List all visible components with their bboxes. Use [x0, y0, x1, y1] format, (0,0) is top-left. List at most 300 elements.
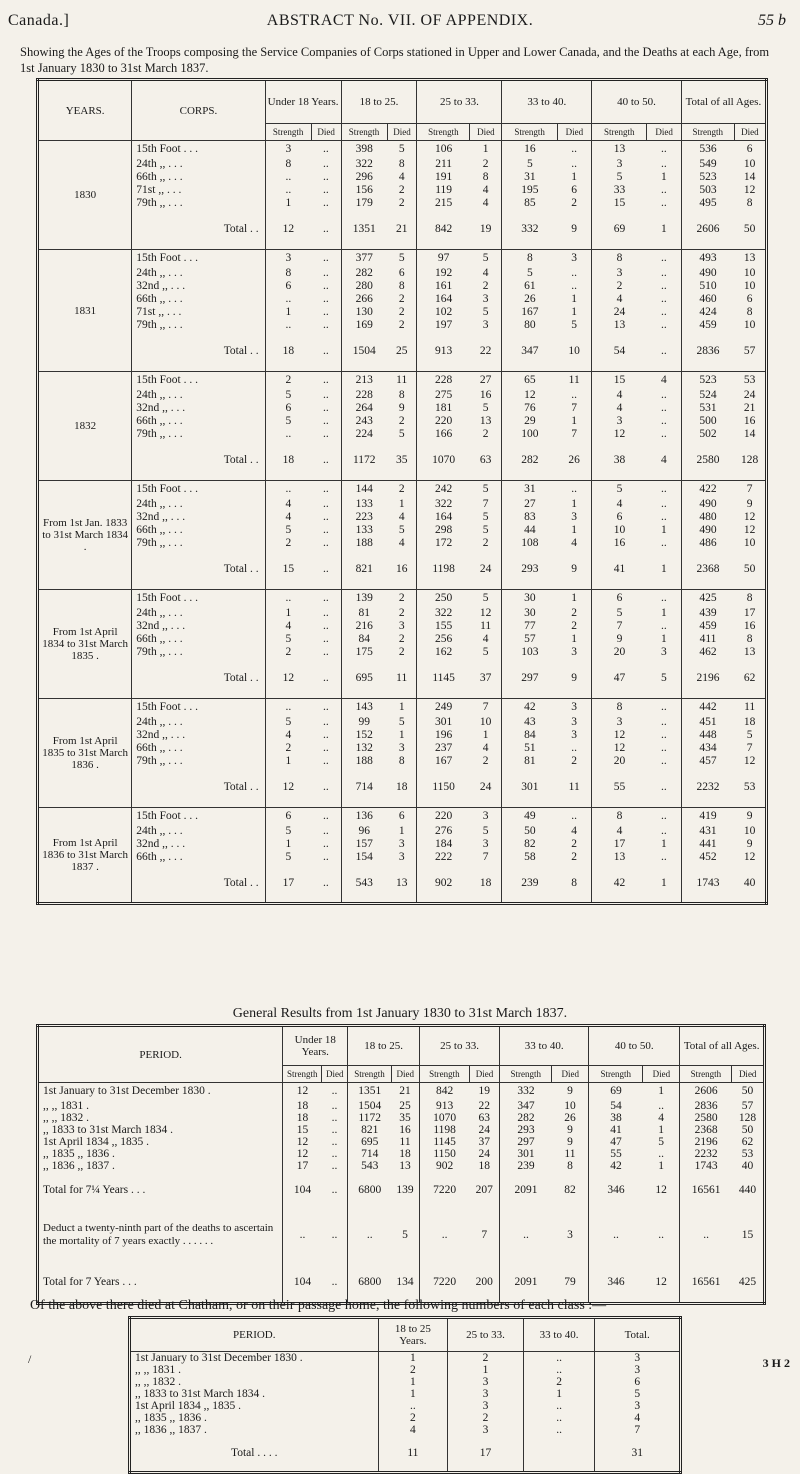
total-row	[38, 550, 767, 590]
strength-cell: ..	[285, 319, 292, 331]
strength-header: Strength	[592, 124, 647, 141]
strength-cell: 33	[613, 184, 626, 196]
died-cell: 18	[391, 1148, 419, 1160]
strength-cell: ..	[366, 1228, 373, 1241]
col-18-25: 18 to 25.	[341, 80, 417, 124]
strength-cell: 18	[296, 1111, 309, 1124]
table-row	[38, 1083, 765, 1100]
strength-cell: 132	[355, 742, 373, 754]
died-cell: 1	[647, 864, 681, 904]
died-header: Died	[647, 124, 681, 141]
strength-cell: ..	[285, 428, 292, 440]
strength-header: Strength	[417, 124, 470, 141]
strength-cell: ..	[523, 1228, 529, 1241]
died-header: Died	[732, 1066, 765, 1083]
strength-cell: 220	[434, 810, 453, 823]
col-total: Total of all Ages.	[680, 1026, 765, 1066]
died-cell: ..	[647, 389, 681, 402]
died-cell: 3	[557, 646, 591, 659]
strength-cell: 457	[699, 755, 717, 767]
strength-cell: 346	[607, 1275, 625, 1288]
strength-cell: 7	[616, 620, 623, 632]
strength-cell: 57	[524, 633, 536, 645]
strength-cell: 2232	[694, 1147, 718, 1160]
col-25-33: 25 to 33.	[448, 1318, 524, 1352]
strength-cell: 296	[355, 171, 373, 183]
total-row	[130, 1436, 681, 1472]
strength-cell: 20	[613, 646, 626, 658]
died-cell: 13	[734, 646, 766, 659]
died-cell: 2	[387, 319, 417, 332]
strength-cell: 41	[610, 1123, 622, 1136]
died-cell: 9	[734, 838, 766, 851]
table-row	[130, 1400, 681, 1412]
strength-cell: 191	[434, 171, 453, 183]
died-cell: 10	[734, 825, 766, 838]
table-row	[38, 267, 767, 280]
died-cell: 21	[734, 402, 766, 415]
strength-cell: 460	[699, 293, 717, 305]
general-results-table	[36, 1024, 766, 1305]
period-label: 1st April 1834 ,, 1835 .	[130, 1400, 379, 1412]
strength-cell: ..	[285, 184, 292, 196]
died-cell: 3	[470, 319, 502, 332]
died-cell: 24	[470, 768, 502, 808]
died-cell: ..	[647, 768, 681, 808]
strength-cell: 162	[434, 646, 453, 658]
died-cell: 1	[387, 729, 417, 742]
strength-cell: 15	[296, 1123, 309, 1136]
strength-cell: 18	[265, 332, 311, 372]
died-cell: 10	[734, 280, 766, 293]
died-cell: ..	[322, 1136, 348, 1148]
strength-cell: 195	[521, 184, 539, 196]
died-header: Died	[387, 124, 417, 141]
strength-cell: 3	[616, 267, 623, 279]
strength-cell: 297	[502, 659, 557, 699]
strength-cell: 12	[613, 742, 626, 754]
page-header	[8, 8, 792, 34]
strength-cell: 172	[434, 537, 453, 549]
strength-cell: 12	[613, 729, 626, 741]
died-cell: 1	[557, 306, 591, 319]
strength-cell: 5	[285, 633, 292, 645]
strength-cell: 398	[355, 143, 373, 156]
strength-cell: 377	[355, 252, 373, 265]
strength-cell: 58	[524, 851, 536, 863]
died-cell: ..	[647, 428, 681, 441]
died-cell: ..	[647, 537, 681, 550]
table-row	[38, 197, 767, 210]
died-cell: 1	[387, 699, 417, 716]
died-cell: 1	[643, 1083, 680, 1100]
strength-cell: 282	[517, 1111, 535, 1124]
strength-cell: 5	[285, 825, 292, 837]
general-results-heading: General Results from 1st January 1830 to 31st March 1837.	[232, 1006, 568, 1021]
strength-cell: 108	[521, 537, 539, 549]
died-cell: 3	[387, 838, 417, 851]
died-cell: 4	[387, 537, 417, 550]
strength-cell: 2836	[694, 1099, 718, 1112]
died-cell: 21	[391, 1083, 419, 1100]
corps-label: 79th ,, . . .	[132, 197, 265, 210]
table-row	[38, 524, 767, 537]
strength-cell: 431	[699, 825, 717, 837]
strength-cell: 1145	[433, 1135, 456, 1148]
died-header: Died	[391, 1066, 419, 1083]
strength-cell: 239	[517, 1159, 535, 1172]
strength-cell: 82	[524, 838, 536, 850]
corps-label: 15th Foot . . .	[132, 590, 265, 607]
died-cell: ..	[647, 250, 681, 267]
died-header: Died	[322, 1066, 348, 1083]
table-row	[38, 851, 767, 864]
died-cell: 9	[557, 210, 591, 250]
strength-cell: 41	[592, 550, 647, 590]
died-cell: ..	[311, 389, 341, 402]
strength-cell: 462	[699, 646, 717, 658]
corps-label: 66th ,, . . .	[132, 633, 265, 646]
strength-cell: 6800	[358, 1275, 382, 1288]
died-cell: 128	[734, 441, 766, 481]
died-cell: 8	[387, 389, 417, 402]
count-cell: 4	[378, 1424, 448, 1436]
corps-label: 66th ,, . . .	[132, 742, 265, 755]
died-cell: ..	[647, 729, 681, 742]
table-row	[130, 1352, 681, 1365]
died-cell: ..	[311, 699, 341, 716]
period-label: 1830	[38, 141, 132, 250]
died-cell: 50	[732, 1124, 765, 1136]
table-row	[38, 402, 767, 415]
table-row	[130, 1388, 681, 1400]
died-cell: 53	[734, 372, 766, 389]
died-cell: 25	[391, 1100, 419, 1112]
count-cell: 3	[448, 1376, 524, 1388]
strength-cell: 61	[524, 280, 536, 292]
strength-cell: 77	[524, 620, 536, 632]
strength-cell: 301	[502, 768, 557, 808]
strength-cell: 502	[699, 428, 717, 440]
died-cell: ..	[311, 768, 341, 808]
strength-cell: 6	[285, 402, 292, 414]
strength-cell: 500	[699, 415, 717, 427]
strength-cell: 239	[502, 864, 557, 904]
strength-cell: 1070	[433, 1111, 457, 1124]
died-cell: 8	[387, 280, 417, 293]
died-cell: 18	[469, 1160, 499, 1172]
strength-cell: 237	[434, 742, 453, 754]
signature-mark: 3 H 2	[762, 1356, 790, 1370]
died-cell: 11	[552, 1148, 589, 1160]
table-row	[38, 699, 767, 716]
strength-cell: 275	[434, 389, 453, 401]
chatham-caption: Of the above there died at Chatham, or on their passage home, the following numbers of each class :—	[30, 1298, 607, 1313]
died-cell: 5	[470, 306, 502, 319]
strength-cell: ..	[613, 1228, 619, 1241]
died-cell: 40	[732, 1160, 765, 1172]
table-row	[38, 838, 767, 851]
died-cell: 8	[387, 158, 417, 171]
count-cell: 5	[595, 1388, 681, 1400]
strength-cell: 83	[524, 511, 536, 523]
count-cell	[523, 1436, 595, 1472]
strength-cell: 486	[699, 537, 717, 549]
died-cell: 8	[734, 306, 766, 319]
strength-cell: 192	[434, 267, 453, 279]
strength-cell: 161	[434, 280, 453, 292]
strength-cell: 156	[355, 184, 373, 196]
died-cell: 2	[470, 755, 502, 768]
died-cell: 8	[557, 864, 591, 904]
died-cell: 27	[470, 372, 502, 389]
strength-cell: 332	[517, 1085, 535, 1098]
died-cell: ..	[311, 716, 341, 729]
count-cell: 1	[378, 1352, 448, 1365]
corps-label: 66th ,, . . .	[132, 415, 265, 428]
count-cell: 3	[448, 1400, 524, 1412]
strength-cell: 3	[285, 143, 292, 156]
died-cell: 9	[552, 1124, 589, 1136]
strength-cell: 536	[699, 143, 717, 156]
died-cell: ..	[647, 184, 681, 197]
strength-cell: 480	[699, 511, 717, 523]
died-cell: 1	[647, 633, 681, 646]
died-cell: 50	[732, 1083, 765, 1100]
died-cell: 11	[387, 372, 417, 389]
died-cell: 12	[643, 1262, 680, 1304]
count-cell: 7	[595, 1424, 681, 1436]
col-years: YEARS.	[38, 80, 132, 141]
died-cell: ..	[322, 1083, 348, 1100]
strength-cell: 2368	[694, 1123, 718, 1136]
strength-cell: 12	[265, 659, 311, 699]
died-cell: 3	[557, 511, 591, 524]
strength-cell: 8	[285, 158, 292, 170]
died-cell: ..	[311, 184, 341, 197]
col-25-33: 25 to 33.	[417, 80, 502, 124]
died-cell: 5	[643, 1136, 680, 1148]
strength-cell: 103	[521, 646, 539, 658]
strength-cell: 695	[341, 659, 387, 699]
strength-cell: 4	[616, 825, 623, 837]
strength-cell: 490	[699, 524, 717, 536]
strength-cell: 298	[434, 524, 453, 536]
strength-cell: 4	[285, 511, 292, 523]
died-cell: ..	[311, 590, 341, 607]
died-cell: 4	[470, 184, 502, 197]
total-row	[38, 441, 767, 481]
total-label: Total . .	[132, 441, 265, 481]
died-cell: 26	[552, 1112, 589, 1124]
strength-cell: 157	[355, 838, 373, 850]
strength-cell: 20	[613, 755, 626, 767]
strength-cell: 215	[434, 197, 453, 209]
strength-header: Strength	[681, 124, 734, 141]
died-cell: ..	[647, 402, 681, 415]
died-cell: ..	[647, 498, 681, 511]
strength-header: Strength	[341, 124, 387, 141]
period-label: ,, 1836 ,, 1837 .	[130, 1424, 379, 1436]
died-cell: 6	[734, 141, 766, 158]
col-33-40: 33 to 40.	[523, 1318, 595, 1352]
died-cell: 50	[734, 550, 766, 590]
strength-cell: 301	[517, 1147, 535, 1160]
strength-cell: 3	[616, 158, 623, 170]
strength-cell: 524	[699, 389, 717, 401]
corps-label: 15th Foot . . .	[132, 481, 265, 498]
strength-cell: 130	[355, 306, 373, 318]
col-40-50: 40 to 50.	[592, 80, 682, 124]
died-cell: 3	[387, 620, 417, 633]
corps-label: 66th ,, . . .	[132, 524, 265, 537]
died-cell: ..	[311, 498, 341, 511]
died-cell: ..	[311, 428, 341, 441]
strength-cell: 223	[355, 511, 373, 523]
table-row	[130, 1412, 681, 1424]
died-cell: 4	[470, 197, 502, 210]
period-label: From 1st April 1834 to 31st March 1835 .	[38, 590, 132, 699]
died-cell: ..	[311, 441, 341, 481]
strength-cell: 104	[293, 1275, 312, 1288]
died-cell: 13	[470, 415, 502, 428]
died-cell: ..	[647, 808, 681, 825]
strength-cell: 8	[616, 701, 623, 714]
strength-cell: 821	[341, 550, 387, 590]
strength-cell: 448	[699, 729, 717, 741]
died-cell: ..	[311, 293, 341, 306]
count-cell: 3	[595, 1400, 681, 1412]
died-cell: ..	[311, 646, 341, 659]
header-page-number: 55 b	[758, 12, 786, 29]
period-label: From 1st April 1836 to 31st March 1837 .	[38, 808, 132, 904]
died-cell: ..	[557, 158, 591, 171]
died-cell: ..	[647, 280, 681, 293]
strength-cell: 242	[434, 483, 453, 496]
strength-cell: 38	[610, 1111, 622, 1124]
died-cell: 57	[732, 1100, 765, 1112]
died-cell: 14	[734, 428, 766, 441]
died-cell: 8	[734, 590, 766, 607]
died-cell: 2	[387, 293, 417, 306]
corps-label: 79th ,, . . .	[132, 537, 265, 550]
strength-cell: 139	[355, 592, 373, 605]
died-cell: 8	[387, 755, 417, 768]
strength-cell: 228	[434, 374, 453, 387]
died-cell: 9	[557, 550, 591, 590]
strength-cell: 167	[521, 306, 539, 318]
strength-cell: 26	[524, 293, 536, 305]
strength-cell: 714	[341, 768, 387, 808]
died-cell: 6	[387, 808, 417, 825]
died-cell: 4	[470, 267, 502, 280]
died-cell: 5	[391, 1208, 419, 1262]
died-cell: 3	[470, 293, 502, 306]
died-cell: 16	[734, 620, 766, 633]
died-cell: 8	[470, 171, 502, 184]
died-cell: ..	[647, 755, 681, 768]
died-cell: 12	[734, 184, 766, 197]
table-row	[38, 620, 767, 633]
died-cell: 24	[469, 1124, 499, 1136]
died-cell: 4	[470, 742, 502, 755]
strength-cell: 220	[434, 415, 453, 427]
strength-cell: 10	[613, 524, 626, 536]
table-row	[38, 1100, 765, 1112]
strength-cell: 29	[524, 415, 536, 427]
strength-cell: ..	[285, 293, 292, 305]
died-cell: ..	[311, 306, 341, 319]
died-cell: 2	[387, 184, 417, 197]
strength-cell: 490	[699, 267, 717, 279]
died-cell: 4	[647, 441, 681, 481]
strength-cell: 164	[434, 293, 453, 305]
died-cell: 8	[552, 1160, 589, 1172]
died-cell: 18	[470, 864, 502, 904]
died-cell: ..	[322, 1208, 348, 1262]
died-cell: ..	[557, 389, 591, 402]
strength-header: Strength	[265, 124, 311, 141]
died-cell: 5	[387, 428, 417, 441]
col-33-40: 33 to 40.	[502, 80, 592, 124]
table-row	[38, 1124, 765, 1136]
died-cell: 2	[387, 646, 417, 659]
strength-cell: 42	[524, 701, 536, 714]
died-cell: ..	[557, 280, 591, 293]
died-cell: ..	[311, 838, 341, 851]
died-cell: 63	[470, 441, 502, 481]
died-cell: 7	[470, 851, 502, 864]
died-cell: 2	[387, 633, 417, 646]
died-cell: ..	[311, 524, 341, 537]
strength-cell: 439	[699, 607, 717, 619]
strength-cell: 523	[699, 171, 717, 183]
strength-cell: 13	[613, 851, 626, 863]
count-cell: ..	[523, 1400, 595, 1412]
strength-cell: 119	[435, 184, 453, 196]
died-cell: ..	[311, 332, 341, 372]
strength-cell: 50	[524, 825, 536, 837]
corps-label: 71st ,, . . .	[132, 184, 265, 197]
strength-cell: 495	[699, 197, 717, 209]
strength-cell: 451	[699, 716, 717, 728]
strength-cell: 714	[361, 1147, 379, 1160]
died-cell: 2	[387, 197, 417, 210]
died-cell: 8	[734, 633, 766, 646]
strength-cell: 8	[616, 810, 623, 823]
total-label: Total . .	[132, 864, 265, 904]
died-cell: 37	[470, 659, 502, 699]
died-cell: 440	[732, 1172, 765, 1208]
died-cell: 11	[557, 768, 591, 808]
died-cell: ..	[322, 1124, 348, 1136]
strength-cell: 493	[699, 252, 717, 265]
died-cell: ..	[322, 1112, 348, 1124]
strength-cell: ..	[441, 1228, 448, 1241]
died-header: Died	[470, 124, 502, 141]
died-cell: 79	[552, 1262, 589, 1304]
died-cell: ..	[311, 402, 341, 415]
died-cell: 1	[647, 607, 681, 620]
strength-cell: 424	[699, 306, 717, 318]
table-row	[38, 184, 767, 197]
died-cell: 25	[387, 332, 417, 372]
corps-label: 71st ,, . . .	[132, 306, 265, 319]
period-label: 1st January to 31st December 1830 .	[38, 1083, 283, 1100]
total-row	[38, 659, 767, 699]
died-cell: 37	[469, 1136, 499, 1148]
total-label: Total . .	[132, 550, 265, 590]
